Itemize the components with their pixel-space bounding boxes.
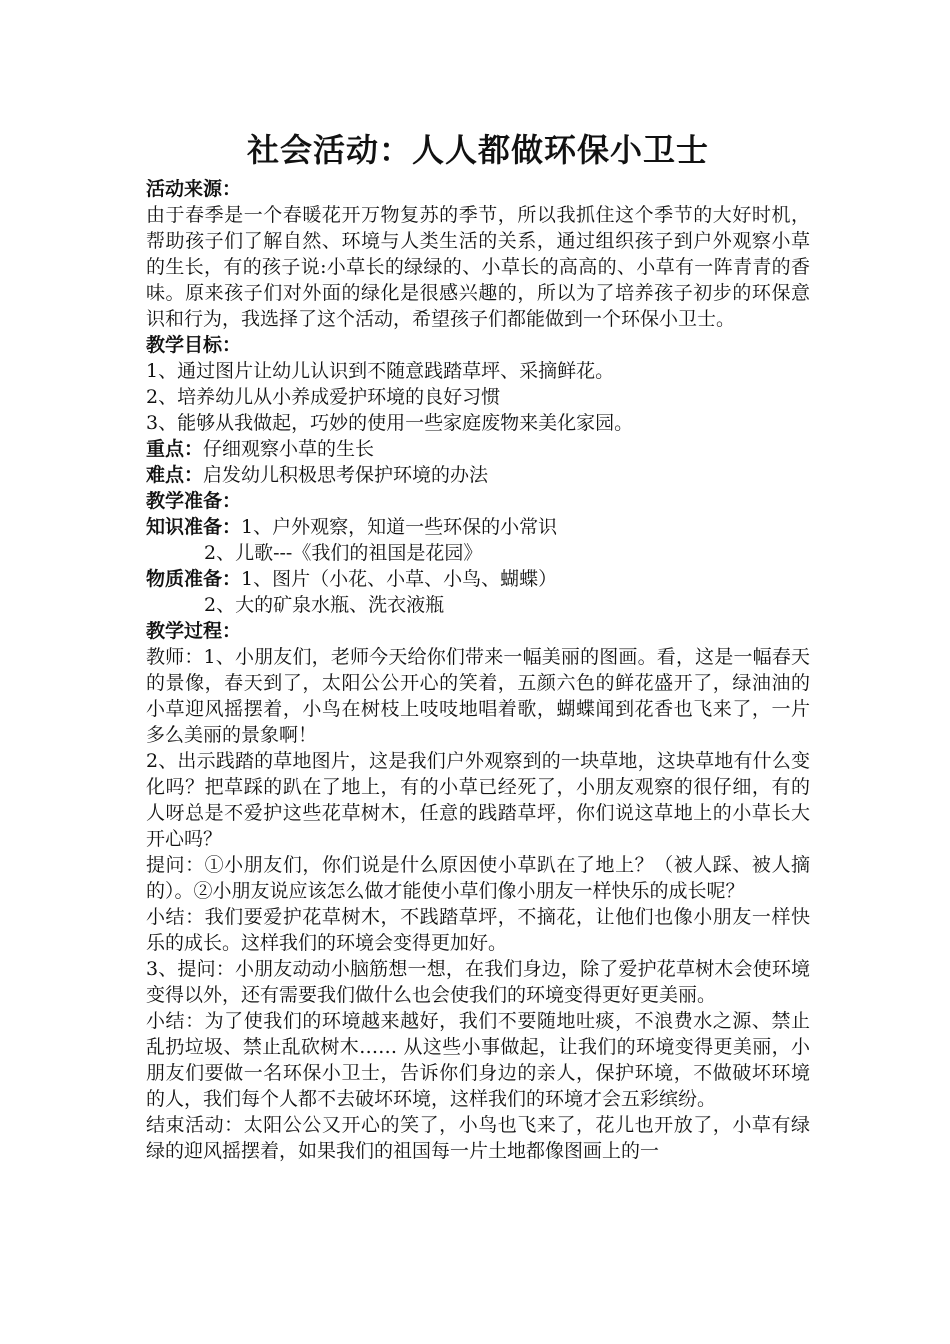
knowledge-line-1 (146, 514, 810, 540)
material-item-1: 1、图片（小花、小草、小鸟、蝴蝶） (241, 568, 558, 590)
document-title: 社会活动：人人都做环保小卫士 (246, 131, 709, 169)
process-paragraph-6: 小结：为了使我们的环境越来越好，我们不要随地吐痰，不浪费水之源、禁止乱扔垃圾、禁止乱砍树木…… 从这些小事做起，让我们的环境变得更美丽，小朋友们要做一名环保小卫士，告诉你们身边的亲人，保护环境，不做破坏环境的人，我们每个人都不去破坏环境，这样我们的环境才会五彩缤纷。 (146, 1010, 810, 1110)
process-paragraph-5: 3、提问：小朋友动动小脑筋想一想，在我们身边，除了爱护花草树木会使环境变得以外，还有需要我们做什么也会使我们的环境变得更好更美丽。 (146, 958, 810, 1006)
process-paragraph-7: 结束活动：太阳公公又开心的笑了，小鸟也飞来了，花儿也开放了，小草有绿绿的迎风摇摆着，如果我们的祖国每一片土地都像图画上的一 (146, 1114, 810, 1162)
process-heading: 教学过程： (146, 620, 242, 642)
source-paragraph: 由于春季是一个春暖花开万物复苏的季节，所以我抓住这个季节的大好时机，帮助孩子们了解自然、环境与人类生活的关系，通过组织孩子到户外观察小草的生长，有的孩子说:小草长的绿绿的、小草长的高高的、小草有一阵青青的香味。原来孩子们对外面的绿化是很感兴趣的，所以为了培养孩子初步的环保意识和行为，我选择了这个活动，希望孩子们都能做到一个环保小卫士。 (146, 204, 810, 330)
difficulty-text: 启发幼儿积极思考保护环境的办法 (203, 464, 489, 486)
process-paragraph-1: 教师：1、小朋友们，老师今天给你们带来一幅美丽的图画。看，这是一幅春天的景像，春天到了，太阳公公开心的笑着，五颜六色的鲜花盛开了，绿油油的小草迎风摇摆着，小鸟在树枝上吱吱地唱着歌，蝴蝶闻到花香也飞来了，一片多么美丽的景象啊！ (146, 646, 810, 746)
knowledge-label: 知识准备： (146, 516, 242, 538)
key-point-text: 仔细观察小草的生长 (203, 438, 375, 460)
key-point-label: 重点： (146, 438, 204, 460)
goal-item-1: 1、通过图片让幼儿认识到不随意践踏草坪、采摘鲜花。 (146, 360, 615, 382)
material-line-1 (146, 566, 810, 592)
goal-item-2: 2、培养幼儿从小养成爱护环境的良好习惯 (146, 386, 501, 408)
key-point-line (146, 436, 810, 462)
material-item-2: 2、大的矿泉水瓶、洗衣液瓶 (204, 594, 445, 616)
knowledge-item-2: 2、儿歌---《我们的祖国是花园》 (204, 542, 483, 564)
process-paragraph-4: 小结：我们要爱护花草树木，不践踏草坪，不摘花，让他们也像小朋友一样快乐的成长。这样我们的环境会变得更加好。 (146, 906, 810, 954)
knowledge-item-1: 1、户外观察，知道一些环保的小常识 (241, 516, 558, 538)
preparation-heading: 教学准备： (146, 490, 242, 512)
process-paragraph-3: 提问：①小朋友们，你们说是什么原因使小草趴在了地上？（被人踩、被人摘的）。②小朋友说应该怎么做才能使小草们像小朋友一样快乐的成长呢？ (146, 854, 810, 902)
goal-item-3: 3、能够从我做起，巧妙的使用一些家庭废物来美化家园。 (146, 412, 634, 434)
goals-heading: 教学目标： (146, 334, 242, 356)
process-paragraph-2: 2、出示践踏的草地图片，这是我们户外观察到的一块草地，这块草地有什么变化吗？把草踩的趴在了地上，有的小草已经死了，小朋友观察的很仔细，有的人呀总是不爱护这些花草树木，任意的践踏草坪，你们说这草地上的小草长大开心吗？ (146, 750, 810, 850)
document-page (146, 128, 810, 1164)
material-label: 物质准备： (146, 568, 242, 590)
difficulty-line (146, 462, 810, 488)
source-heading: 活动来源： (146, 178, 242, 200)
difficulty-label: 难点： (146, 464, 204, 486)
